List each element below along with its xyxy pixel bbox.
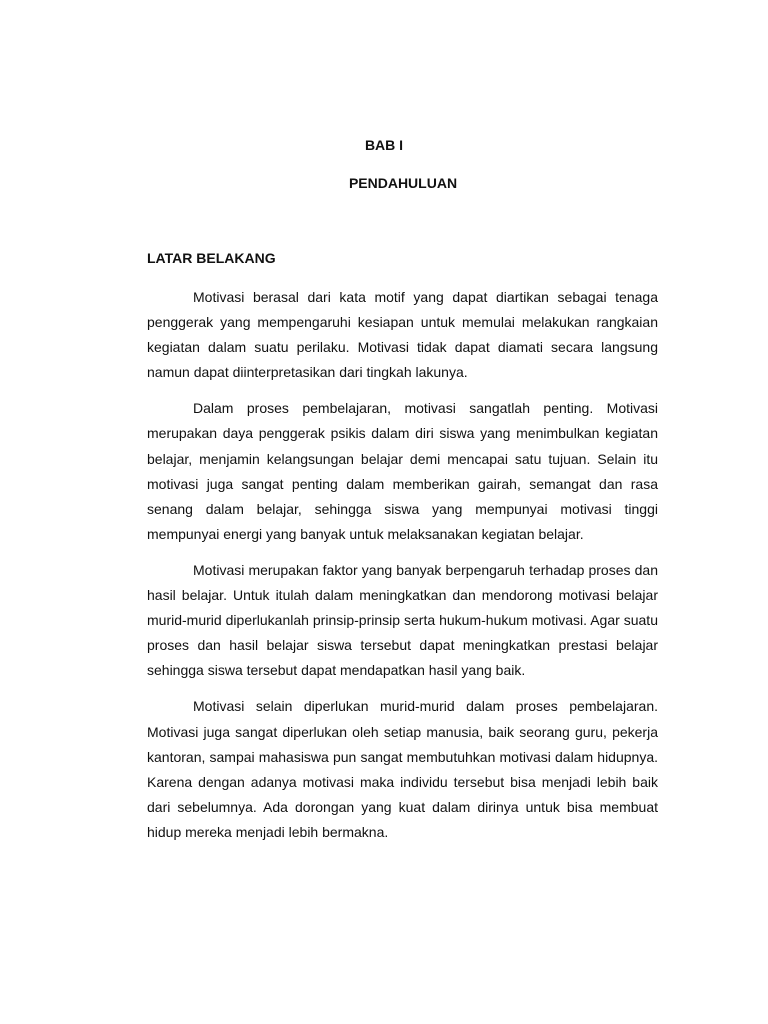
paragraph-2: Dalam proses pembelajaran, motivasi sangatlah penting. Motivasi merupakan daya penggerak psikis dalam diri siswa yang menimbulkan kegiatan belajar, menjamin kelangsungan belajar demi mencapai satu tujuan. Selain itu motivasi juga sangat penting dalam memberikan gairah, semangat dan rasa senang dalam belajar, sehingga siswa yang mempunyai motivasi tinggi mempunyai energi yang banyak untuk melaksanakan kegiatan belajar.: [147, 400, 658, 542]
paragraph-4: Motivasi selain diperlukan murid-murid dalam proses pembelajaran. Motivasi juga sangat diperlukan oleh setiap manusia, baik seorang guru, pekerja kantoran, sampai mahasiswa pun sangat membutuhkan motivasi dalam hidupnya. Karena dengan adanya motivasi maka individu tersebut bisa menjadi lebih baik dari sebelumnya. Ada dorongan yang kuat dalam dirinya untuk bisa membuat hidup mereka menjadi lebih bermakna.: [147, 698, 658, 840]
paragraph-3: Motivasi merupakan faktor yang banyak berpengaruh terhadap proses dan hasil belajar. Untuk itulah dalam meningkatkan dan mendorong motivasi belajar murid-murid diperlukanlah prinsip-prinsip serta hukum-hukum motivasi. Agar suatu proses dan hasil belajar siswa tersebut dapat meningkatkan prestasi belajar sehingga siswa tersebut dapat mendapatkan hasil yang baik.: [147, 561, 658, 679]
section-heading: LATAR BELAKANG: [147, 250, 276, 266]
body-text: [147, 285, 658, 856]
chapter-title: PENDAHULUAN: [348, 175, 458, 191]
paragraph-1: Motivasi berasal dari kata motif yang dapat diartikan sebagai tenaga penggerak yang mempengaruhi kesiapan untuk memulai melakukan rangkaian kegiatan dalam suatu perilaku. Motivasi tidak dapat diamati secara langsung namun dapat diinterpretasikan dari tingkah lakunya.: [147, 289, 658, 381]
chapter-label: BAB I: [364, 137, 404, 153]
